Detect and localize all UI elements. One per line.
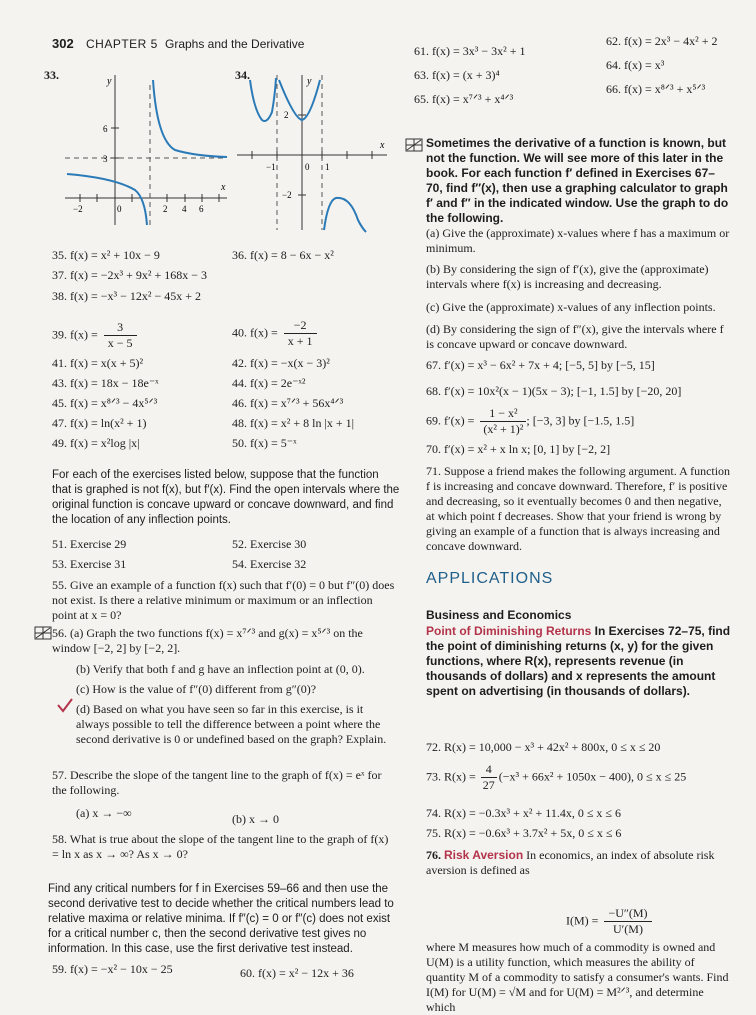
exercise-39 [52,320,137,351]
exercise-48: 48. f(x) = x² + 8 ln |x + 1| [232,416,355,430]
instructions-67-70: Sometimes the derivative of a function is known, but not the function. We will see more of this later in the book. For each function f′ defined in Exercises 67–70, find f″(x), then use a graphing calculator to graph f′ and f″ in the indicated window. Use the graph to do the following. [426,136,729,225]
graph33-tick-y0: 6 [103,124,108,134]
exercise-44: 44. f(x) = 2e⁻ˣ² [232,376,306,390]
exercise-76 [426,848,731,878]
part-b: (b) By considering the sign of f′(x), give the (approximate) intervals where f(x) is increasing and decreasing. [426,262,709,291]
exercise-42: 42. f(x) = −x(x − 3)² [232,356,330,370]
graph34-tick-y1: −2 [282,190,292,200]
instructions-59-66: Find any critical numbers for f in Exercises 59–66 and then use the second derivative test to decide whether the critical numbers lead to relative maxima or relative minima. If f″(c) = 0 or f″(c) does not exist for a critical number c, then the second derivative test gives no information. In this case, use the first derivative test instead. [48,883,394,955]
exercise-53: 53. Exercise 31 [52,557,127,571]
exercise-45: 45. f(x) = x⁸ᐟ³ − 4x⁵ᐟ³ [52,396,158,410]
exercise-67: 67. f′(x) = x³ − 6x² + 7x + 4; [−5, 5] by [−5, 15] [426,358,655,372]
exercise-49: 49. f(x) = x²log |x| [52,436,140,450]
instructions-51-54: For each of the exercises listed below, suppose that the function that is graphed is not f(x), but f′(x). Find the open intervals where the original function is concave upward or concave downward, and find the location of any inflection points. [52,469,400,526]
exercise-73-rest: (−x³ + 66x² + 1050x − 400), 0 ≤ x ≤ 25 [498,769,687,784]
exercise-73-num: 4 [481,762,497,778]
part-d: (d) By considering the sign of f″(x), give the intervals where f is concave upward or concave downward. [426,322,724,351]
exercise-73-den: 27 [482,778,495,792]
graph34-curve-left [250,78,276,121]
exercise-69-num: 1 − x² [480,406,526,422]
exercise-56b: (b) Verify that both f and g have an inflection point at (0, 0). [76,662,365,676]
exercise-50: 50. f(x) = 5⁻ˣ [232,436,297,450]
exercise-75: 75. R(x) = −0.6x³ + 3.7x² + 5x, 0 ≤ x ≤ 6 [426,826,622,840]
exercise-41: 41. f(x) = x(x + 5)² [52,356,144,370]
formula-lhs: I(M) = [566,913,599,928]
exercise-69 [426,406,634,437]
part-c: (c) Give the (approximate) x-values of any inflection points. [426,300,716,314]
writing-exercise-icon [56,697,74,713]
exercise-43: 43. f(x) = 18x − 18e⁻ˣ [52,376,159,390]
exercise-69-den: (x² + 1)² [483,422,524,436]
exercise-47: 47. f(x) = ln(x² + 1) [52,416,147,430]
graph33-label: 33. [44,68,59,82]
exercise-55: 55. Give an example of a function f(x) such that f′(0) = 0 but f″(0) does not exist. Is there a relative minimum or maximum or an inflection point at x = 0? [52,578,395,622]
exercise-39-den: x − 5 [107,336,133,350]
graph33-axis-x: x [221,182,226,193]
graph34-tick-x2: 1 [325,162,330,172]
graph33 [55,70,230,230]
exercise-37: 37. f(x) = −2x³ + 9x² + 168x − 3 [52,268,208,282]
exercise-39-lhs: 39. f(x) = [52,327,98,342]
exercise-63: 63. f(x) = (x + 3)⁴ [414,68,500,82]
graph34 [232,70,392,235]
exercise-35: 35. f(x) = x² + 10x − 9 [52,248,160,262]
graph33-axis-y: y [107,76,112,87]
point-of-diminishing-returns [426,624,731,699]
exercise-76-text: In economics, an index of absolute risk aversion is defined as [426,848,715,877]
exercise-52: 52. Exercise 30 [232,537,307,551]
graph34-tick-y0: 2 [284,110,289,120]
exercise-62: 62. f(x) = 2x³ − 4x² + 2 [606,34,718,48]
graph34-tick-x0: −1 [266,162,276,172]
exercise-40-den: x + 1 [287,334,313,348]
graph33-curve-right [153,80,227,157]
graph34-curve-right [324,198,366,232]
graph34-tick-x1: 0 [305,162,310,172]
graph33-tick-y1: 3 [103,154,108,164]
exercise-57b: (b) x → 0 [232,812,279,826]
exercise-66: 66. f(x) = x⁸ᐟ³ + x⁵ᐟ³ [606,82,706,96]
exercise-72: 72. R(x) = 10,000 − x³ + 42x² + 800x, 0 ≤ x ≤ 20 [426,740,661,754]
exercise-58: 58. What is true about the slope of the tangent line to the graph of f(x) = ln x as x → ∞? As x → 0? [52,832,389,861]
exercise-54: 54. Exercise 32 [232,557,307,571]
graph33-tick-x1: 0 [117,204,122,214]
formula-den: U′(M) [613,922,643,936]
exercise-76-continued: where M measures how much of a commodity is owned and U(M) is a utility function, which measures the ability of quantity M of a commodity to satisfy a consumer's wants. Find I(M) for U(M) = √M and for U(M) = M²ᐟ³, and determine which [426,940,729,1014]
applications-heading: APPLICATIONS [426,570,554,587]
exercise-74: 74. R(x) = −0.3x³ + x² + 11.4x, 0 ≤ x ≤ 6 [426,806,621,820]
exercise-61: 61. f(x) = 3x³ − 3x² + 1 [414,44,526,58]
exercise-40 [232,318,317,349]
part-a: (a) Give the (approximate) x-values where f has a maximum or minimum. [426,226,730,255]
exercise-39-num: 3 [104,320,137,336]
chapter-label: CHAPTER 5 [86,37,158,51]
exercise-36: 36. f(x) = 8 − 6x − x² [232,248,334,262]
pdr-text: In Exercises 72–75, find the point of diminishing returns (x, y) for the given functions, where R(x), represents revenue (in thousands of dollars) and x represents the amount spent on advertising (in thousands of dollars). [426,624,731,698]
graph34-label: 34. [235,68,250,82]
page-number: 302 [52,36,74,51]
exercise-57a: (a) x → −∞ [76,806,132,820]
pdr-tag: Point of Diminishing Returns [426,624,592,638]
exercise-38: 38. f(x) = −x³ − 12x² − 45x + 2 [52,289,202,303]
exercise-65: 65. f(x) = x⁷ᐟ³ + x⁴ᐟ³ [414,92,514,106]
exercise-46: 46. f(x) = x⁷ᐟ³ + 56x⁴ᐟ³ [232,396,344,410]
risk-aversion-tag: Risk Aversion [444,848,524,862]
exercise-56c: (c) How is the value of f″(0) different from g″(0)? [76,682,317,696]
exercise-60: 60. f(x) = x² − 12x + 36 [240,966,354,980]
graph33-curve-left [67,174,147,225]
graphing-calculator-icon-67 [405,138,423,152]
exercise-56a: 56. (a) Graph the two functions f(x) = x⁷ᐟ³ and g(x) = x⁵ᐟ³ on the window [−2, 2] by [−2, 2]. [52,626,363,655]
exercise-71: 71. Suppose a friend makes the following argument. A function f is increasing and concave downward. Therefore, f′ is positive and decreasing, so it eventually becomes 0 and then negative, at which point f decreases. Show that your friend is wrong by giving an example of a function that is always increasing and concave downward. [426,464,731,553]
risk-aversion-formula [566,906,652,937]
exercise-40-num: −2 [284,318,317,334]
business-economics-heading: Business and Economics [426,608,572,622]
graph33-tick-x2: 2 [163,204,168,214]
exercise-68: 68. f′(x) = 10x²(x − 1)(5x − 3); [−1, 1.5] by [−20, 20] [426,384,682,398]
exercise-69-lhs: 69. f′(x) = [426,413,475,428]
exercise-51: 51. Exercise 29 [52,537,127,551]
graph34-axis-y: y [307,76,312,87]
formula-num: −U″(M) [604,906,651,922]
graph34-axis-x: x [380,140,385,151]
exercise-56d: (d) Based on what you have seen so far in this exercise, is it always possible to tell the difference between a point where the second derivative is 0 or undefined based on the graph? Explain. [76,702,387,746]
graphing-calculator-icon [34,626,52,640]
exercise-40-lhs: 40. f(x) = [232,325,278,340]
exercise-70: 70. f′(x) = x² + x ln x; [0, 1] by [−2, 2] [426,442,611,456]
exercise-59: 59. f(x) = −x² − 10x − 25 [52,962,173,976]
exercise-76-number: 76. [426,848,441,862]
exercise-73 [426,762,686,793]
exercise-57: 57. Describe the slope of the tangent line to the graph of f(x) = eˣ for the following. [52,768,382,797]
graph33-tick-x3: 4 [182,204,187,214]
chapter-title: Graphs and the Derivative [165,37,305,51]
exercise-64: 64. f(x) = x³ [606,58,665,72]
exercise-69-window: ; [−3, 3] by [−1.5, 1.5] [526,413,635,428]
graph33-tick-x4: 6 [199,204,204,214]
exercise-73-lhs: 73. R(x) = [426,769,476,784]
graph33-tick-x0: −2 [73,204,83,214]
